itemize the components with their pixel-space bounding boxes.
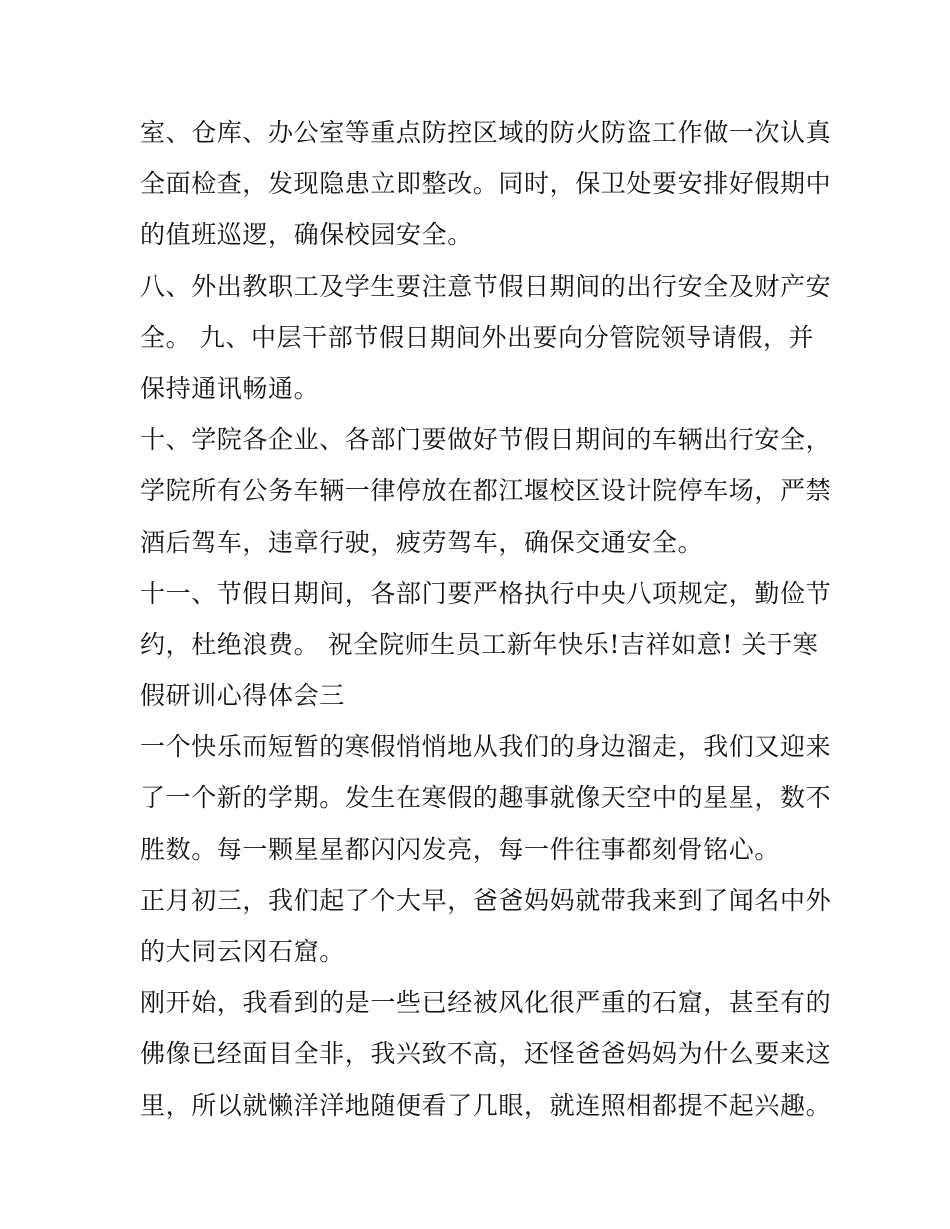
text-line: 全。 九、中层干部节假日期间外出要向分管院领导请假，并	[140, 322, 815, 352]
text-line: 正月初三，我们起了个大早，爸爸妈妈就带我来到了闻名中外	[140, 885, 832, 915]
text-line: 室、仓库、办公室等重点防控区域的防火防盗工作做一次认真	[140, 118, 832, 147]
text-line: 胜数。每一颗星星都闪闪发亮，每一件往事都刻骨铭心。	[140, 834, 781, 864]
text-line: 里，所以就懒洋洋地随便看了几眼，就连照相都提不起兴趣。	[140, 1090, 832, 1120]
text-line: 八、外出教职工及学生要注意节假日期间的出行安全及财产安	[140, 271, 832, 301]
text-line: 保持通讯畅通。	[140, 373, 320, 403]
text-line: 全面检查，发现隐患立即整改。同时，保卫处要安排好假期中	[140, 169, 832, 199]
text-line: 刚开始，我看到的是一些已经被风化很严重的石窟，甚至有的	[140, 988, 832, 1018]
text-line: 约，杜绝浪费。 祝全院师生员工新年快乐!吉祥如意! 关于寒	[140, 629, 819, 659]
text-line: 的大同云冈石窟。	[140, 937, 345, 966]
text-line: 了一个新的学期。发生在寒假的趣事就像天空中的星星，数不	[140, 783, 832, 813]
text-line: 十、学院各企业、各部门要做好节假日期间的车辆出行安全，	[140, 425, 832, 455]
document-body	[140, 107, 832, 1131]
text-line: 酒后驾车，违章行驶，疲劳驾车，确保交通安全。	[140, 527, 704, 557]
text-line: 的值班巡逻，确保校园安全。	[140, 220, 473, 250]
text-line: 十一、节假日期间，各部门要严格执行中央八项规定，勤俭节	[140, 578, 832, 608]
text-line: 一个快乐而短暂的寒假悄悄地从我们的身边溜走，我们又迎来	[140, 732, 832, 762]
text-line: 学院所有公务车辆一律停放在都江堰校区设计院停车场，严禁	[140, 476, 832, 506]
text-line: 佛像已经面目全非，我兴致不高，还怪爸爸妈妈为什么要来这	[140, 1039, 832, 1069]
text-line: 假研训心得体会三	[140, 681, 345, 711]
